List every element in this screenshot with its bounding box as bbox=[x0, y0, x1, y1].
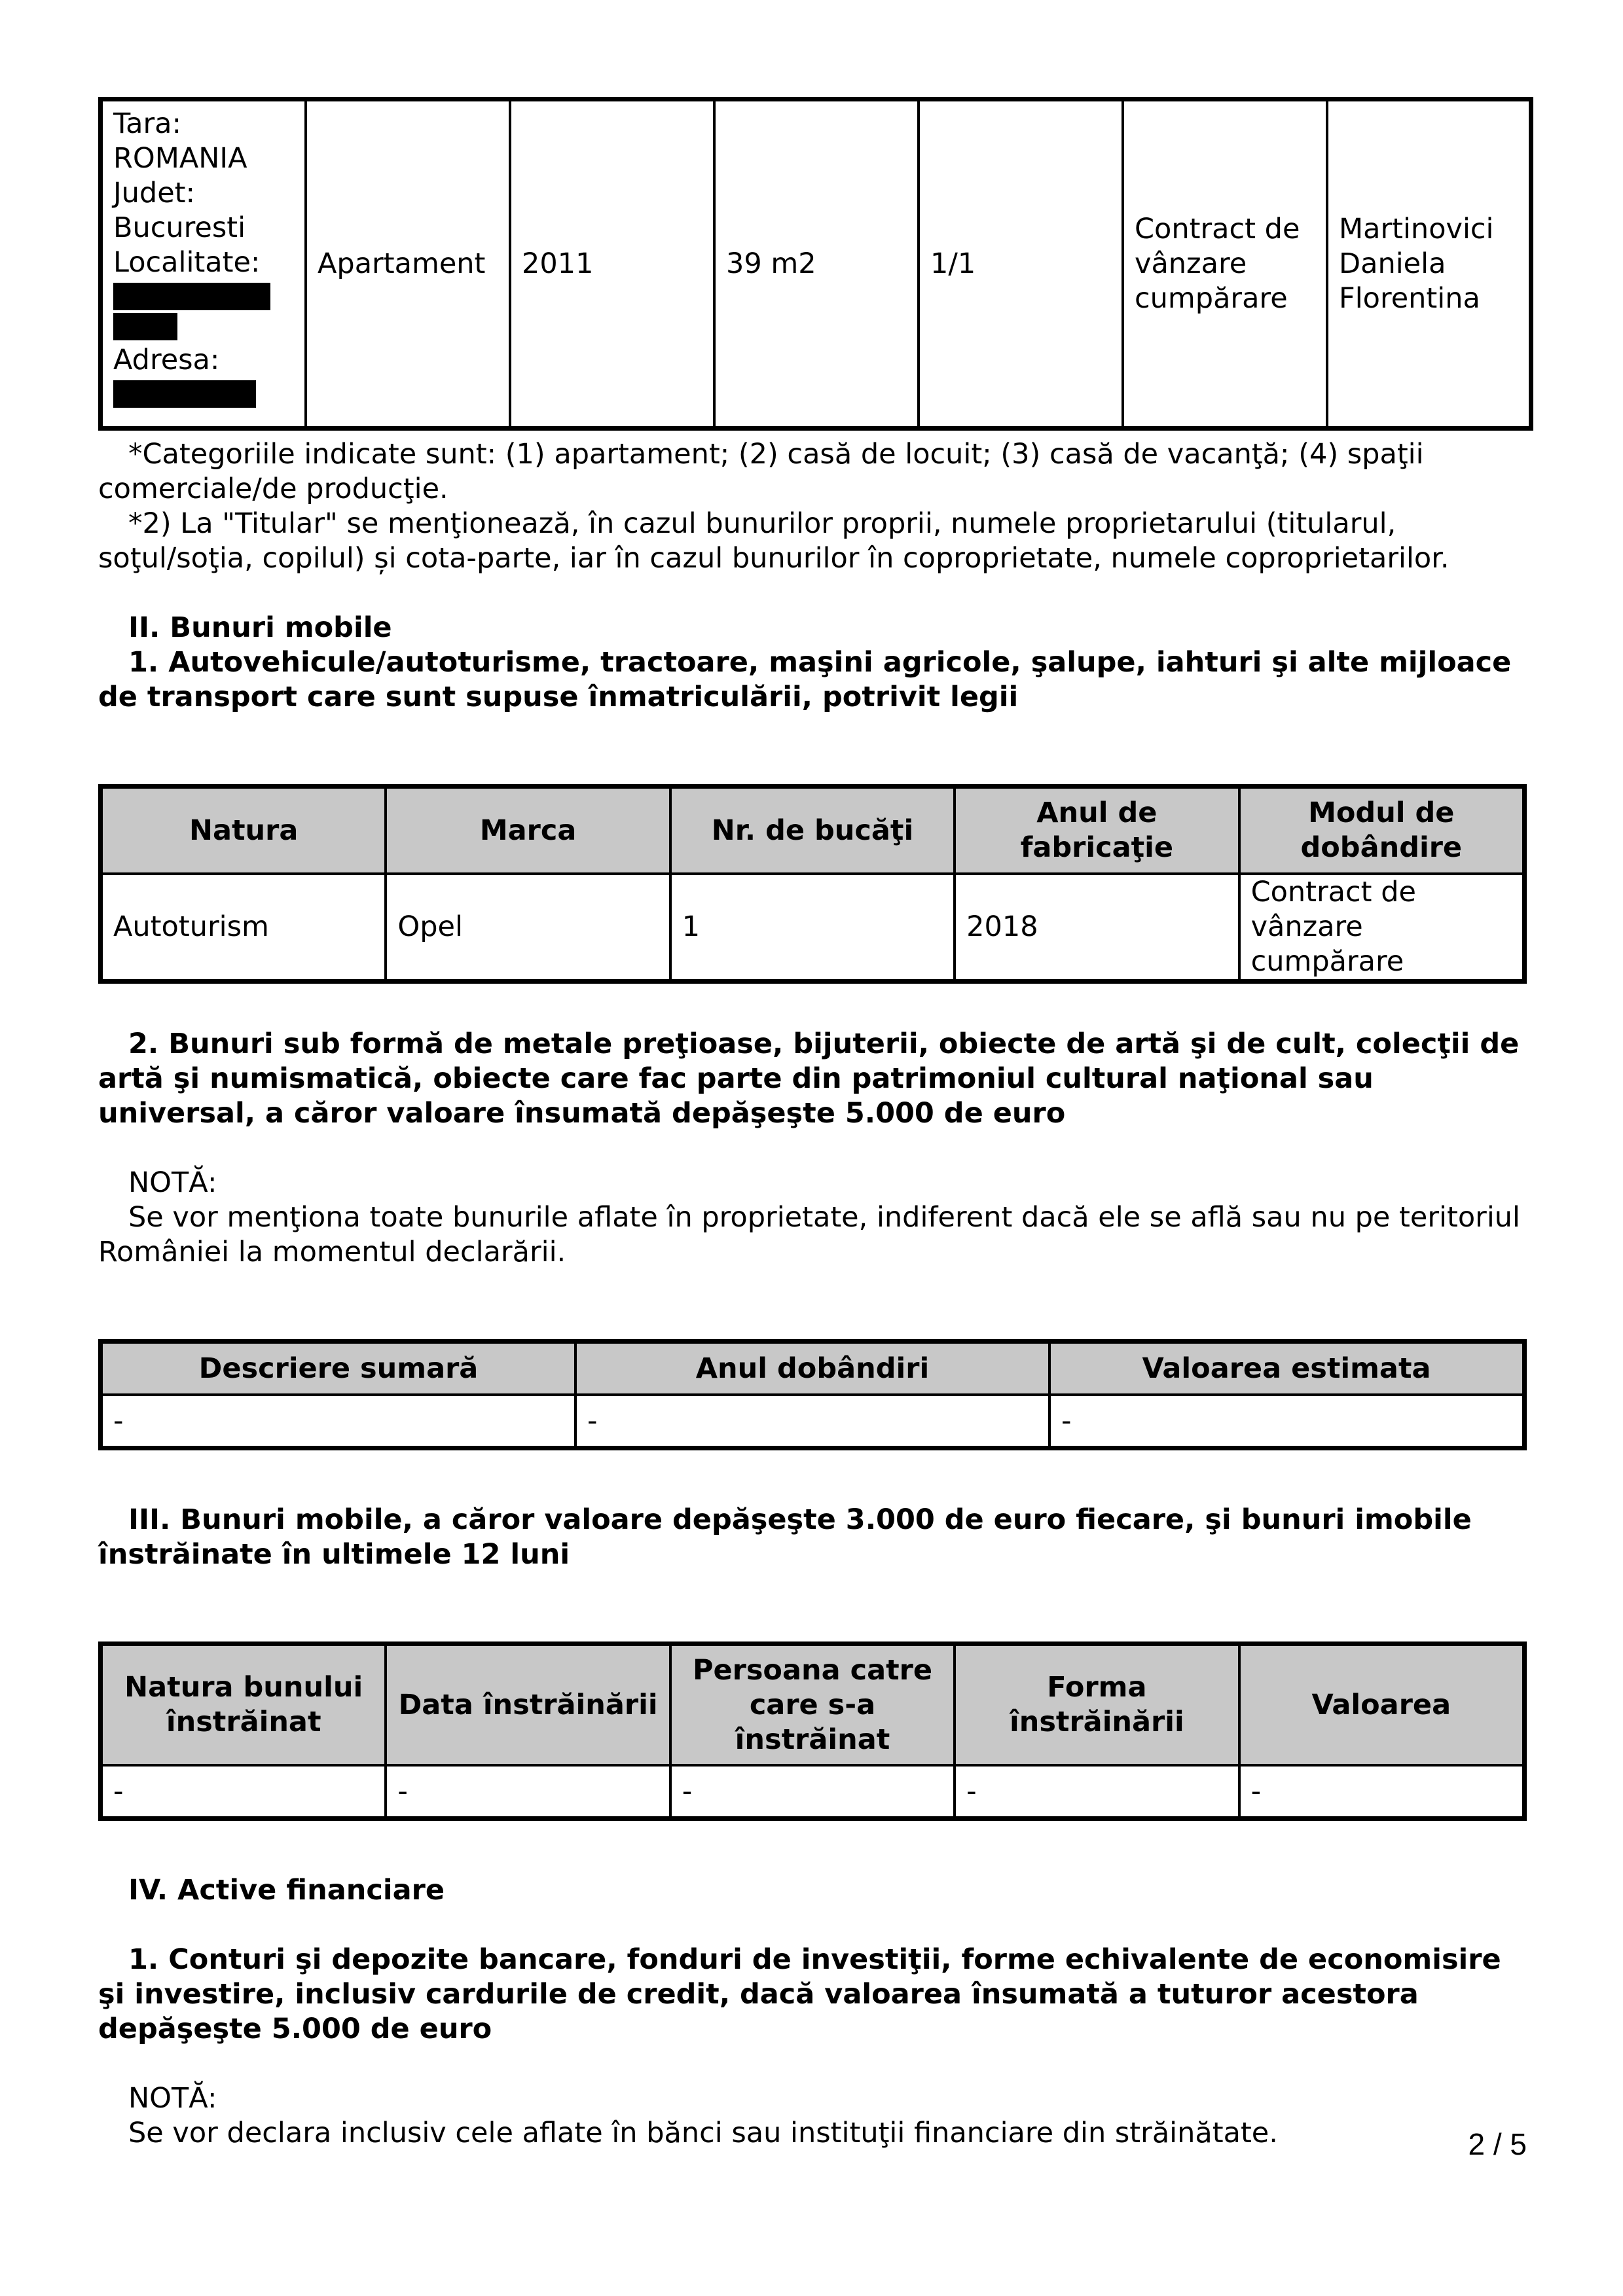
section-title: IV. Active financiare bbox=[128, 1874, 445, 1907]
redaction-block bbox=[113, 313, 177, 340]
titular-cell: Martinovici Daniela Florentina bbox=[1327, 100, 1530, 427]
table-row bbox=[101, 100, 1530, 427]
categorie-cell: Apartament bbox=[306, 100, 510, 427]
redaction-block bbox=[113, 283, 270, 310]
column-header: Data înstrăinării bbox=[386, 1645, 670, 1765]
column-header: Valoarea estimata bbox=[1049, 1342, 1523, 1395]
table-cell: 1 bbox=[670, 874, 955, 980]
column-header: Anul dobândiri bbox=[575, 1342, 1049, 1395]
suprafata-cell: 39 m2 bbox=[714, 100, 919, 427]
table-cell: - bbox=[1049, 1395, 1523, 1447]
subsection-title: 1. Conturi şi depozite bancare, fonduri de investiţii, forme echivalente de economisire şi investire, inclusiv cardurile de credit, dacă valoarea însumată a tuturor acestora depăşeşte 5.000 de euro bbox=[98, 1943, 1501, 2045]
table-cell: - bbox=[955, 1765, 1239, 1818]
table-cell: Autoturism bbox=[101, 874, 386, 980]
table-cell: - bbox=[575, 1395, 1049, 1447]
column-header: Persoana catre care s-a înstrăinat bbox=[670, 1645, 955, 1765]
tara-label: Tara: bbox=[113, 107, 182, 140]
table-cell: Opel bbox=[386, 874, 670, 980]
anul-cell: 2011 bbox=[510, 100, 714, 427]
column-header: Valoarea bbox=[1239, 1645, 1523, 1765]
column-header: Natura bbox=[101, 787, 386, 874]
nota-label: NOTĂ: bbox=[128, 2082, 217, 2115]
table-row bbox=[101, 1395, 1523, 1447]
table-cell: 2018 bbox=[955, 874, 1239, 980]
section-title: III. Bunuri mobile, a căror valoare depăşeşte 3.000 de euro fiecare, şi bunuri imobile înstrăinate în ultimele 12 luni bbox=[98, 1503, 1472, 1571]
cota-cell: 1/1 bbox=[919, 100, 1123, 427]
nota-label: NOTĂ: bbox=[128, 1166, 217, 1199]
tara-value: ROMANIA bbox=[113, 142, 247, 175]
table-header-row bbox=[101, 1645, 1523, 1765]
judet-value: Bucuresti bbox=[113, 211, 246, 244]
subsection-title: 1. Autovehicule/autoturisme, tractoare, maşini agricole, şalupe, iahturi şi alte mijloace de transport care sunt supuse înmatriculării, potrivit legii bbox=[98, 646, 1512, 713]
redaction-block bbox=[113, 380, 256, 408]
subsection-title: 2. Bunuri sub formă de metale preţioase, bijuterii, obiecte de artă şi de cult, colecţii de artă şi numismatică, obiecte care fac parte din patrimoniul cultural naţional sau universal, a căror valoare însumată depăşeşte 5.000 de euro bbox=[98, 1028, 1520, 1130]
table-cell: - bbox=[101, 1395, 575, 1447]
property-table bbox=[98, 97, 1533, 431]
vehicles-table bbox=[98, 784, 1527, 984]
table-header-row bbox=[101, 787, 1523, 874]
table-row bbox=[101, 1765, 1523, 1818]
location-cell bbox=[101, 100, 306, 427]
section-title: II. Bunuri mobile bbox=[128, 611, 392, 644]
column-header: Marca bbox=[386, 787, 670, 874]
column-header: Forma înstrăinării bbox=[955, 1645, 1239, 1765]
table-header-row bbox=[101, 1342, 1523, 1395]
column-header: Modul de dobândire bbox=[1239, 787, 1523, 874]
nota-text: Se vor declara inclusiv cele aflate în bănci sau instituţii financiare din străinătate. bbox=[128, 2117, 1278, 2149]
alienated-table bbox=[98, 1641, 1527, 1821]
nota-text: Se vor menţiona toate bunurile aflate în proprietate, indiferent dacă ele se află sau nu pe teritoriul României la momentul declarării. bbox=[98, 1201, 1520, 1268]
footnote-categorii: *Categoriile indicate sunt: (1) apartament; (2) casă de locuit; (3) casă de vacanţă; (4) spaţii comerciale/de producţie. bbox=[98, 438, 1424, 505]
table-cell: Contract de vânzare cumpărare bbox=[1239, 874, 1523, 980]
page-number: 2 / 5 bbox=[1468, 2127, 1527, 2161]
column-header: Nr. de bucăţi bbox=[670, 787, 955, 874]
judet-label: Judet: bbox=[113, 177, 196, 209]
column-header: Descriere sumară bbox=[101, 1342, 575, 1395]
mod-dobandire-cell: Contract de vânzare cumpărare bbox=[1123, 100, 1327, 427]
table-cell: - bbox=[101, 1765, 386, 1818]
table-row bbox=[101, 874, 1523, 980]
table-cell: - bbox=[386, 1765, 670, 1818]
localitate-label: Localitate: bbox=[113, 246, 261, 279]
table-cell: - bbox=[670, 1765, 955, 1818]
column-header: Anul de fabricaţie bbox=[955, 787, 1239, 874]
adresa-label: Adresa: bbox=[113, 344, 220, 376]
valuables-table bbox=[98, 1339, 1527, 1450]
footnote-titular: *2) La "Titular" se menţionează, în cazul bunurilor proprii, numele proprietarului (titularul, soţul/soţia, copilul) și cota-parte, iar în cazul bunurilor în coproprietate, numele coproprietarilor. bbox=[98, 507, 1450, 575]
table-cell: - bbox=[1239, 1765, 1523, 1818]
document-page bbox=[98, 97, 1527, 2151]
column-header: Natura bunului înstrăinat bbox=[101, 1645, 386, 1765]
